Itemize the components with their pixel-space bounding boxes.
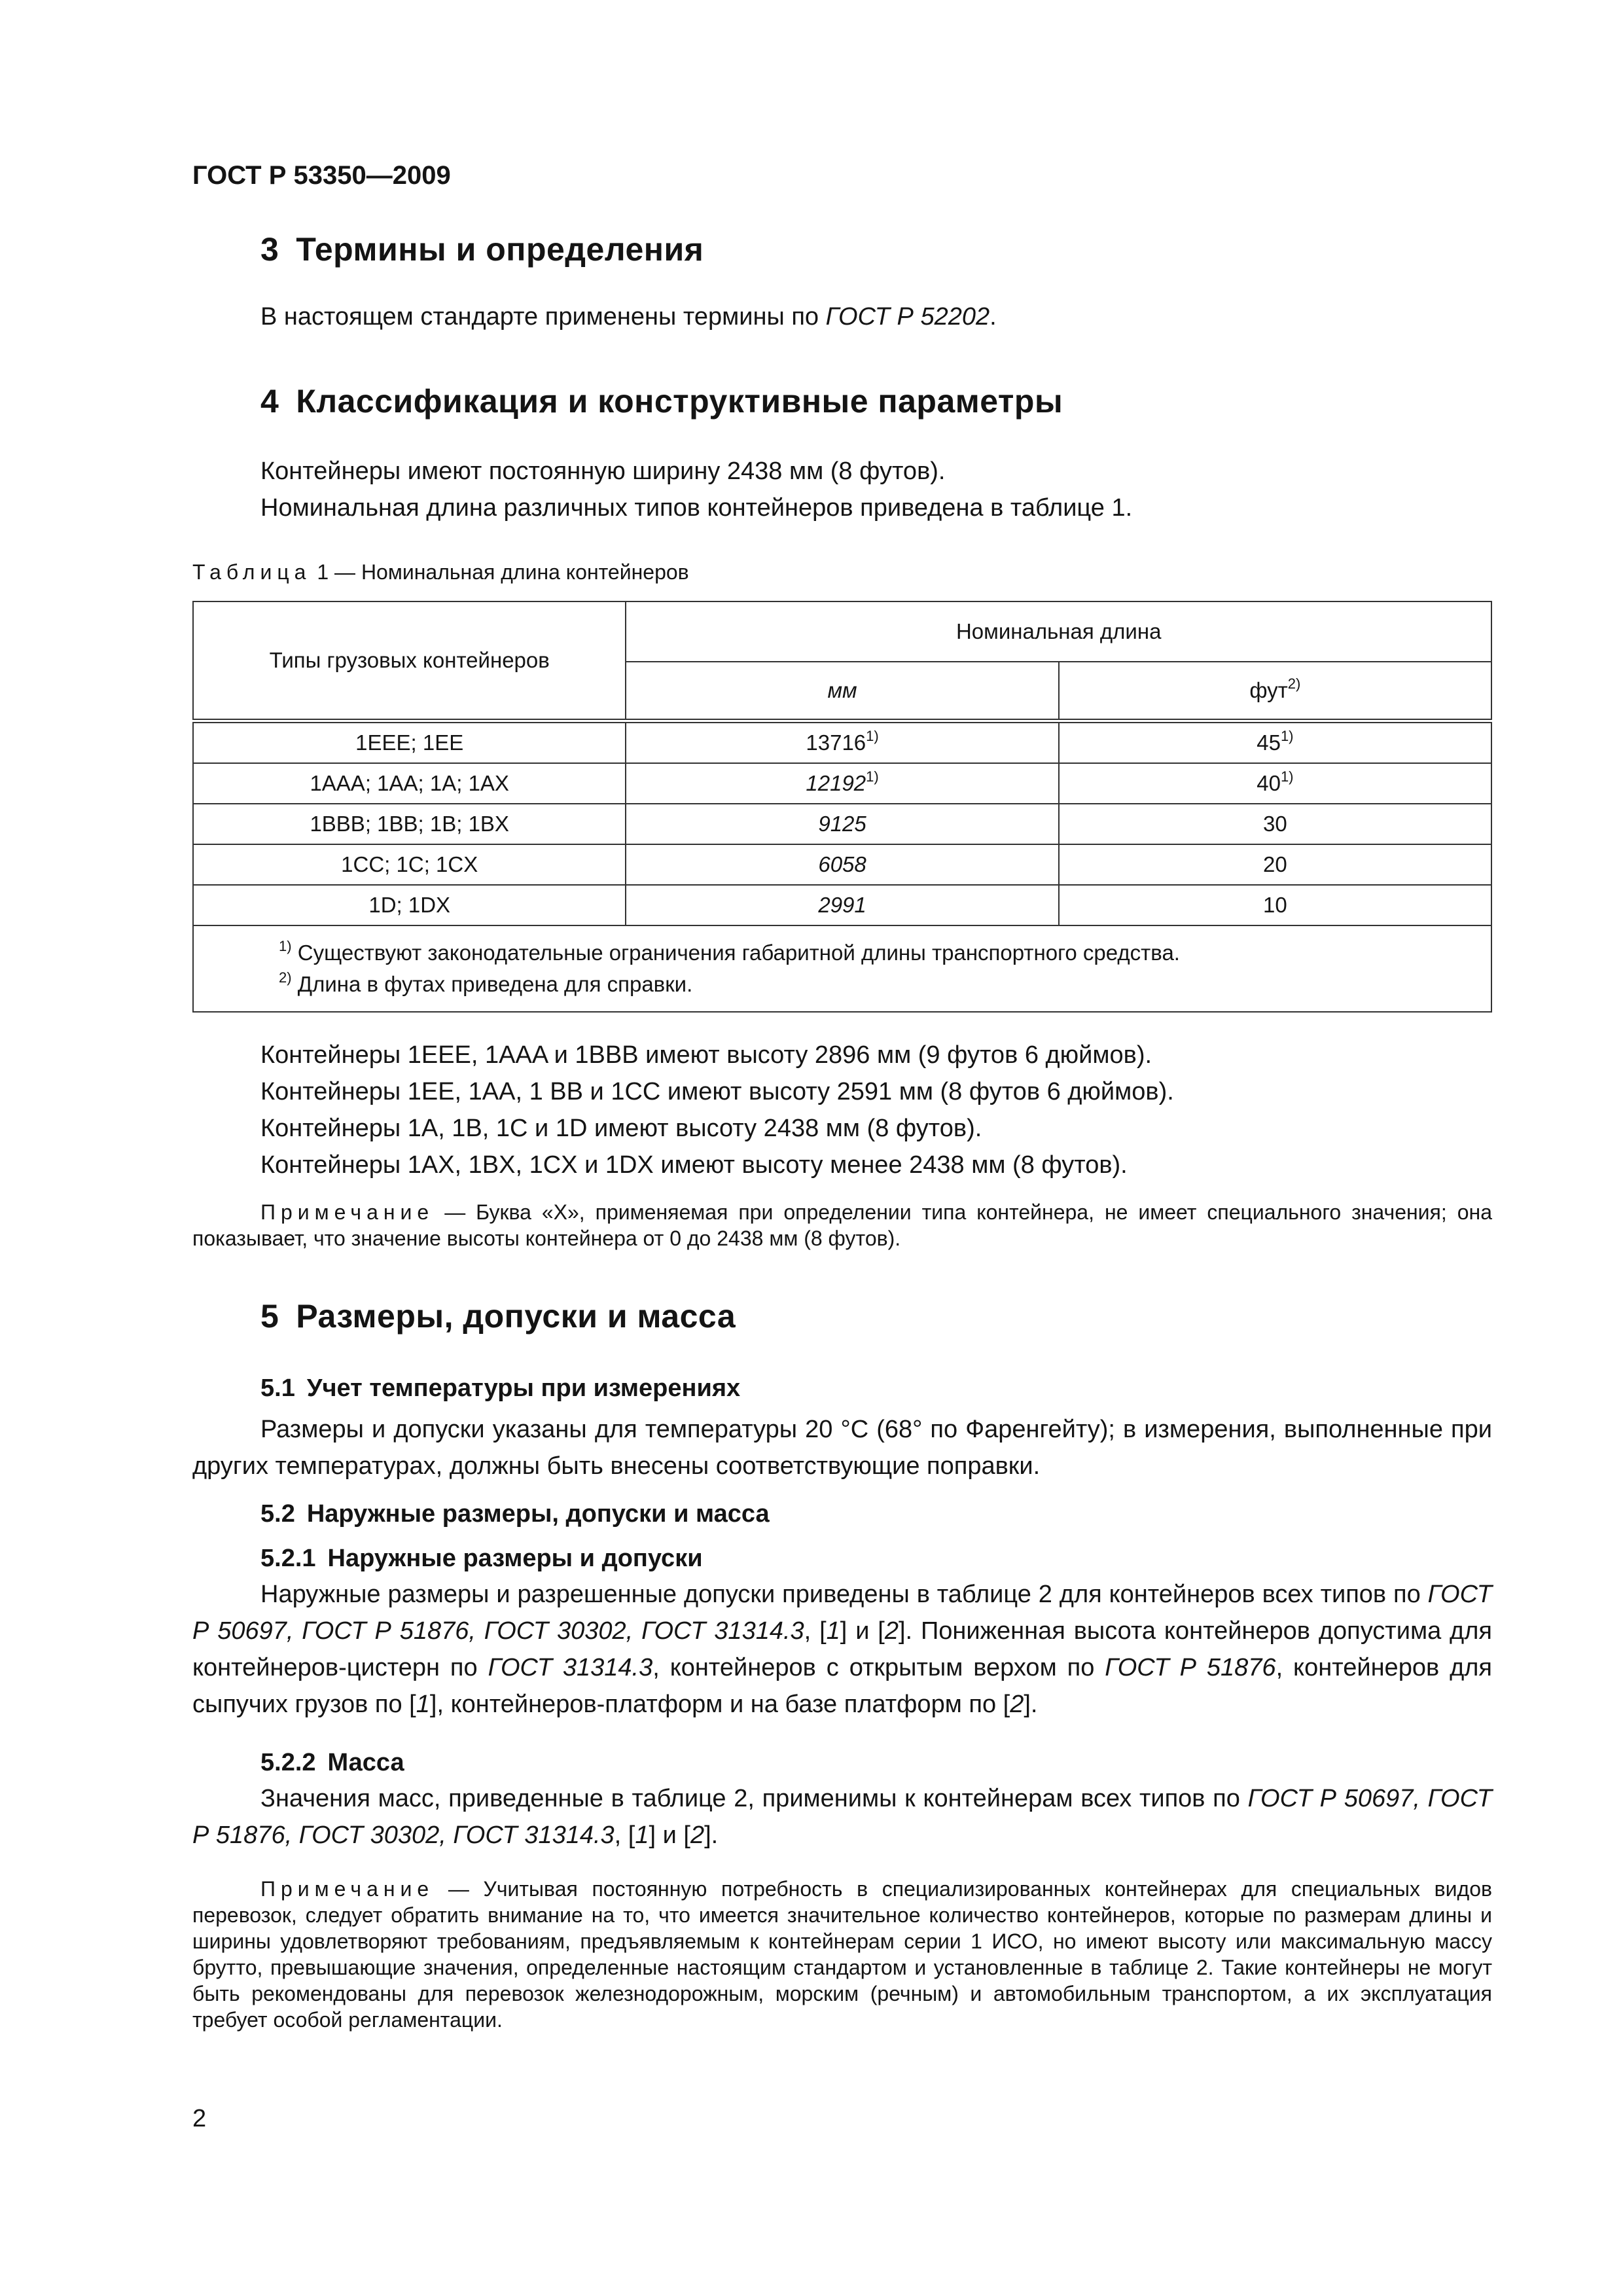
row-ft — [1059, 844, 1491, 885]
section-5-2-2-title: Масса — [327, 1749, 404, 1776]
footnote-2-mark: 2) — [279, 969, 292, 986]
section-4-line2: Номинальная длина различных типов контейнеров приведена в таблице 1. — [260, 494, 1133, 522]
height-line-2: Контейнеры 1EE, 1AA, 1 BB и 1CC имеют высоту 2591 мм (8 футов 6 дюймов). — [260, 1078, 1174, 1105]
text-run: , [ — [804, 1617, 827, 1645]
row-types: 1BBB; 1BB; 1B; 1BX — [193, 804, 626, 844]
footnote-2-text: Длина в футах приведена для справки. — [291, 972, 693, 996]
row-mm-footnote-mark: 1) — [866, 768, 879, 785]
section-5-2-number: 5.2 — [260, 1500, 295, 1528]
table-row — [193, 804, 1491, 844]
row-mm — [626, 885, 1058, 925]
note-1 — [192, 1199, 1492, 1251]
row-mm — [626, 721, 1058, 764]
section-5-2-1-title: Наружные размеры и допуски — [327, 1545, 703, 1572]
row-mm — [626, 763, 1058, 804]
section-4-number: 4 — [260, 383, 279, 420]
row-types: 1EEE; 1EE — [193, 721, 626, 764]
section-3-text-end: . — [990, 303, 997, 331]
row-ft — [1059, 763, 1491, 804]
table-footnotes — [193, 925, 1491, 1012]
section-5-title: Размеры, допуски и масса — [296, 1298, 736, 1335]
row-mm-footnote-mark: 1) — [866, 728, 879, 744]
section-5-1-heading — [260, 1374, 740, 1403]
text-run: ]. — [1024, 1691, 1038, 1718]
row-ft-value: 45 — [1257, 730, 1281, 755]
row-types: 1D; 1DX — [193, 885, 626, 925]
header-mm — [626, 662, 1058, 721]
table-1-caption — [192, 560, 689, 584]
bibliography-ref: 1 — [635, 1821, 649, 1849]
section-5-2-title: Наружные размеры, допуски и масса — [306, 1500, 770, 1528]
table-caption-text: 1 — Номинальная длина контейнеров — [311, 560, 689, 584]
note-1-text: — Буква «X», применяемая при определении типа контейнера, не имеет специального значения; она показывает, что значение высоты контейнера от 0 до 2438 мм (8 футов). — [192, 1200, 1492, 1250]
header-nominal-length: Номинальная длина — [626, 601, 1491, 662]
row-mm-value: 13716 — [806, 730, 866, 755]
section-5-1-text: Размеры и допуски указаны для температуры 20 °С (68° по Фаренгейту); в измерения, выполненные при других температурах, должны быть внесены соответствующие поправки. — [192, 1416, 1492, 1480]
table-row — [193, 844, 1491, 885]
table-caption-word: Таблица — [192, 560, 312, 584]
height-line-4: Контейнеры 1AX, 1BX, 1CX и 1DX имеют высоту менее 2438 мм (8 футов). — [260, 1151, 1128, 1179]
text-run: ] и [ — [840, 1617, 885, 1645]
text-run: ], контейнеров-платформ и на базе платформ по [ — [429, 1691, 1010, 1718]
row-ft — [1059, 721, 1491, 764]
header-ft — [1059, 662, 1491, 721]
row-types: 1AAA; 1AA; 1A; 1AX — [193, 763, 626, 804]
height-line-1: Контейнеры 1EEE, 1AAA и 1BBB имеют высоту 2896 мм (9 футов 6 дюймов). — [260, 1041, 1152, 1069]
text-run: , контейнеров с открытым верхом по — [652, 1654, 1105, 1681]
section-3-title: Термины и определения — [296, 231, 704, 268]
header-types: Типы грузовых контейнеров — [193, 601, 626, 721]
row-mm-value: 2991 — [818, 893, 866, 917]
standard-ref: ГОСТ Р 50697, ГОСТ Р 51876, ГОСТ 30302, ГОСТ 31314.3 — [192, 1581, 1492, 1645]
footnote-1-mark: 1) — [279, 938, 292, 954]
row-mm-value: 9125 — [818, 812, 866, 836]
height-line-3: Контейнеры 1A, 1B, 1C и 1D имеют высоту 2438 мм (8 футов). — [260, 1115, 982, 1142]
section-5-number: 5 — [260, 1298, 279, 1335]
note-2-word: Примечание — [260, 1877, 435, 1901]
page-number: 2 — [192, 2105, 207, 2132]
text-run: Значения масс, приведенные в таблице 2, применимы к контейнерам всех типов по — [260, 1785, 1248, 1812]
row-ft — [1059, 885, 1491, 925]
section-5-heading — [260, 1297, 736, 1335]
bibliography-ref: 2 — [884, 1617, 899, 1645]
footnote-1-text: Существуют законодательные ограничения габаритной длины транспортного средства. — [291, 941, 1180, 965]
section-5-2-2-heading — [260, 1749, 404, 1777]
section-5-1-number: 5.1 — [260, 1374, 295, 1402]
table-row — [193, 721, 1491, 764]
section-5-2-1-heading — [260, 1545, 703, 1573]
standard-ref: ГОСТ 31314.3 — [488, 1654, 653, 1681]
row-ft-value: 30 — [1263, 812, 1287, 836]
section-4-heading — [260, 382, 1063, 420]
section-3-text-body: В настоящем стандарте применены термины по — [260, 303, 826, 331]
section-5-1-title: Учет температуры при измерениях — [306, 1374, 741, 1402]
row-types: 1CC; 1C; 1CX — [193, 844, 626, 885]
header-mm-label: мм — [827, 678, 857, 702]
section-3-number: 3 — [260, 231, 279, 268]
table-footnotes-row — [193, 925, 1491, 1012]
row-mm-value: 12192 — [806, 771, 866, 795]
section-4-title: Классификация и конструктивные параметры — [296, 383, 1063, 420]
note-2-text: — Учитывая постоянную потребность в специализированных контейнерах для специальных видов перевозок, следует обратить внимание на то, что имеется значительное количество контейнеров, которые по размерам длины и ширины удовлетворяют требованиям, предъявляемым к контейнерам серии 1 ИСО, но имеют высоту или максимальную массу брутто, превышающие значения, определенные настоящим стандартом и установленные в таблице 2. Такие контейнеры не могут быть рекомендованы для перевозок железнодорожным, морским (речным) и автомобильным транспортом, а их эксплуатация требует особой регламентации. — [192, 1877, 1492, 2032]
bibliography-ref: 1 — [826, 1617, 840, 1645]
row-mm — [626, 804, 1058, 844]
section-5-2-2-number: 5.2.2 — [260, 1749, 316, 1776]
section-4-line1: Контейнеры имеют постоянную ширину 2438 мм (8 футов). — [260, 457, 946, 485]
section-5-2-2-text — [192, 1780, 1492, 1854]
section-3-heading — [260, 230, 704, 268]
text-run: , контейнеров для сыпучих грузов по [ — [192, 1654, 1493, 1718]
text-run: , [ — [614, 1821, 635, 1849]
text-run: ]. Пониженная высота контейнеров допустима для контейнеров-цистерн по — [192, 1617, 1492, 1681]
header-ft-label: фут — [1249, 678, 1288, 702]
note-1-word: Примечание — [260, 1200, 435, 1224]
text-run: ]. — [704, 1821, 719, 1849]
text-run: Наружные размеры и разрешенные допуски приведены в таблице 2 для контейнеров всех типов по — [260, 1581, 1428, 1608]
row-ft-value: 10 — [1263, 893, 1287, 917]
table-row — [193, 763, 1491, 804]
row-ft-footnote-mark: 1) — [1280, 768, 1294, 785]
row-ft-value: 40 — [1257, 771, 1281, 795]
table-1 — [192, 601, 1492, 1013]
bibliography-ref: 1 — [416, 1691, 430, 1718]
table-header-row — [193, 601, 1491, 662]
header-ft-footnote-mark: 2) — [1287, 675, 1301, 692]
section-5-2-1-text — [192, 1576, 1492, 1723]
row-ft-value: 20 — [1263, 852, 1287, 876]
text-run: ] и [ — [649, 1821, 690, 1849]
section-3-ref: ГОСТ Р 52202 — [825, 303, 990, 331]
standard-ref: ГОСТ Р 50697, ГОСТ Р 51876, ГОСТ 30302, ГОСТ 31314.3 — [192, 1785, 1492, 1849]
document-header: ГОСТ Р 53350—2009 — [192, 161, 451, 190]
section-5-2-1-number: 5.2.1 — [260, 1545, 316, 1572]
table-row — [193, 885, 1491, 925]
footnote-2 — [279, 969, 1491, 1000]
section-5-2-heading — [260, 1500, 770, 1528]
bibliography-ref: 2 — [690, 1821, 705, 1849]
row-ft — [1059, 804, 1491, 844]
bibliography-ref: 2 — [1010, 1691, 1024, 1718]
row-mm-value: 6058 — [818, 852, 866, 876]
row-ft-footnote-mark: 1) — [1280, 728, 1294, 744]
row-mm — [626, 844, 1058, 885]
standard-ref: ГОСТ Р 51876 — [1105, 1654, 1276, 1681]
note-2 — [192, 1876, 1492, 2033]
section-3-text — [260, 298, 997, 335]
footnote-1 — [279, 937, 1491, 969]
